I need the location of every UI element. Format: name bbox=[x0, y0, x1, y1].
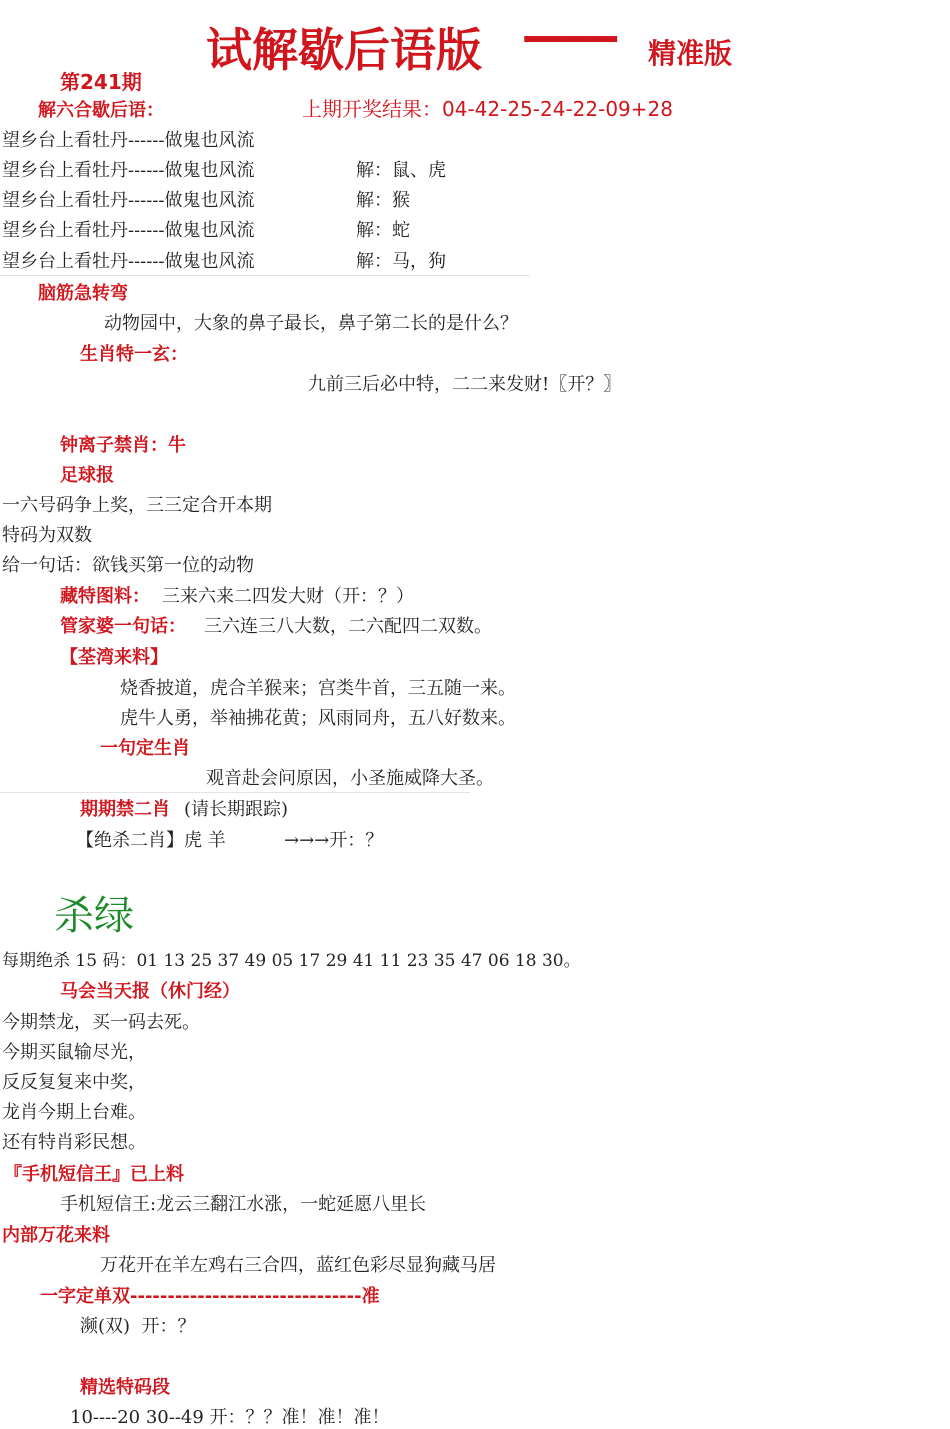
hidden-chart-text: 三来六来二四发大财（开：？） bbox=[162, 586, 414, 607]
xiehouyu-answer: 解：蛇 bbox=[356, 220, 410, 241]
jockey-line: 龙肖今期上台难。 bbox=[2, 1102, 146, 1123]
kill-green-numbers: 每期绝杀 15 码：01 13 25 37 49 05 17 29 41 11 23 35 47 06 18 30。 bbox=[2, 951, 581, 971]
housekeeper-text: 三六连三八大数，二六配四二双数。 bbox=[204, 616, 492, 637]
jockey-line: 反反复复来中奖， bbox=[2, 1072, 146, 1093]
divider bbox=[0, 275, 530, 276]
brain-teaser-heading: 脑筋急转弯 bbox=[38, 283, 128, 304]
divider bbox=[0, 792, 470, 793]
football-heading: 足球报 bbox=[60, 465, 114, 486]
sms-king-heading: 『手机短信王』已上料 bbox=[4, 1164, 184, 1185]
ban-two-note: (请长期跟踪) bbox=[184, 799, 289, 820]
xiehouyu-phrase: 望乡台上看牡丹------做鬼也风流 bbox=[2, 251, 255, 272]
quanwan-line: 虎牛人勇，举袖拂花黄；风雨同舟，五八好数来。 bbox=[120, 708, 516, 729]
zhongli-ban: 钟离子禁肖：牛 bbox=[60, 435, 186, 456]
sms-king-text: 手机短信王:龙云三翻江水涨，一蛇延愿八里长 bbox=[60, 1194, 427, 1215]
xiehouyu-phrase: 望乡台上看牡丹------做鬼也风流 bbox=[2, 160, 255, 181]
quanwan-line: 烧香披道，虎合羊猴来；宫类牛首，三五随一来。 bbox=[120, 678, 516, 699]
housekeeper-label: 管家婆一句话： bbox=[60, 616, 186, 637]
wanhua-text: 万花开在羊左鸡右三合四，蓝红色彩尽显狗藏马居 bbox=[100, 1255, 496, 1276]
last-draw-result: 上期开奖结果：04-42-25-24-22-09+28 bbox=[302, 97, 673, 121]
football-line: 给一句话：欲钱买第一位的动物 bbox=[2, 555, 254, 576]
selected-heading: 精选特码段 bbox=[80, 1377, 170, 1398]
page-title: 试解歇后语版 bbox=[206, 23, 482, 77]
kill-green-heading: 杀绿 bbox=[54, 893, 134, 939]
xiehouyu-answer: 解：马，狗 bbox=[356, 251, 446, 272]
brain-teaser-question: 动物园中，大象的鼻子最长，鼻子第二长的是什么？ bbox=[104, 313, 518, 334]
page-subtitle: 精准版 bbox=[648, 37, 733, 70]
one-phrase-text: 观音赴会问原因，小圣施威降大圣。 bbox=[206, 768, 494, 789]
quanwan-heading: 【荃湾来料】 bbox=[60, 647, 168, 668]
zodiac-mystery-heading: 生肖特一玄： bbox=[80, 344, 188, 365]
selected-text: 10----20 30--49 开：？？准！准！准！ bbox=[70, 1407, 390, 1428]
xiehouyu-phrase: 望乡台上看牡丹------做鬼也风流 bbox=[2, 220, 255, 241]
jockey-line: 今期买鼠输尽光， bbox=[2, 1042, 146, 1063]
football-line: 一六号码争上奖，三三定合开本期 bbox=[2, 495, 272, 516]
issue-number: 第241期 bbox=[60, 70, 142, 94]
xiehouyu-phrase: 望乡台上看牡丹------做鬼也风流 bbox=[2, 130, 255, 151]
zodiac-mystery-text: 九前三后必中特，二二来发财!〖开？〗 bbox=[308, 374, 622, 395]
football-line: 特码为双数 bbox=[2, 525, 92, 546]
one-phrase-heading: 一句定生肖 bbox=[100, 738, 190, 759]
jockey-heading: 马会当天报（休门经） bbox=[60, 981, 240, 1002]
hidden-chart-label: 藏特图料： bbox=[60, 586, 150, 607]
jockey-line: 还有特肖彩民想。 bbox=[2, 1132, 146, 1153]
xiehouyu-answer: 解：鼠、虎 bbox=[356, 160, 446, 181]
odd-even-text: 濒(双) 开：？ bbox=[80, 1316, 196, 1337]
ban-two-arrows: →→→开：？ bbox=[284, 830, 384, 851]
xiehouyu-heading: 解六合歇后语： bbox=[38, 100, 164, 121]
ban-two-label: 【绝杀二肖】虎 羊 bbox=[76, 830, 226, 851]
title-dash: -------- bbox=[522, 12, 614, 61]
jockey-line: 今期禁龙，买一码去死。 bbox=[2, 1012, 200, 1033]
odd-even-heading: 一字定单双-------------------------------准 bbox=[40, 1286, 380, 1307]
ban-two-heading: 期期禁二肖 bbox=[80, 799, 170, 820]
xiehouyu-phrase: 望乡台上看牡丹------做鬼也风流 bbox=[2, 190, 255, 211]
xiehouyu-answer: 解：猴 bbox=[356, 190, 410, 211]
wanhua-heading: 内部万花来料 bbox=[2, 1225, 110, 1246]
